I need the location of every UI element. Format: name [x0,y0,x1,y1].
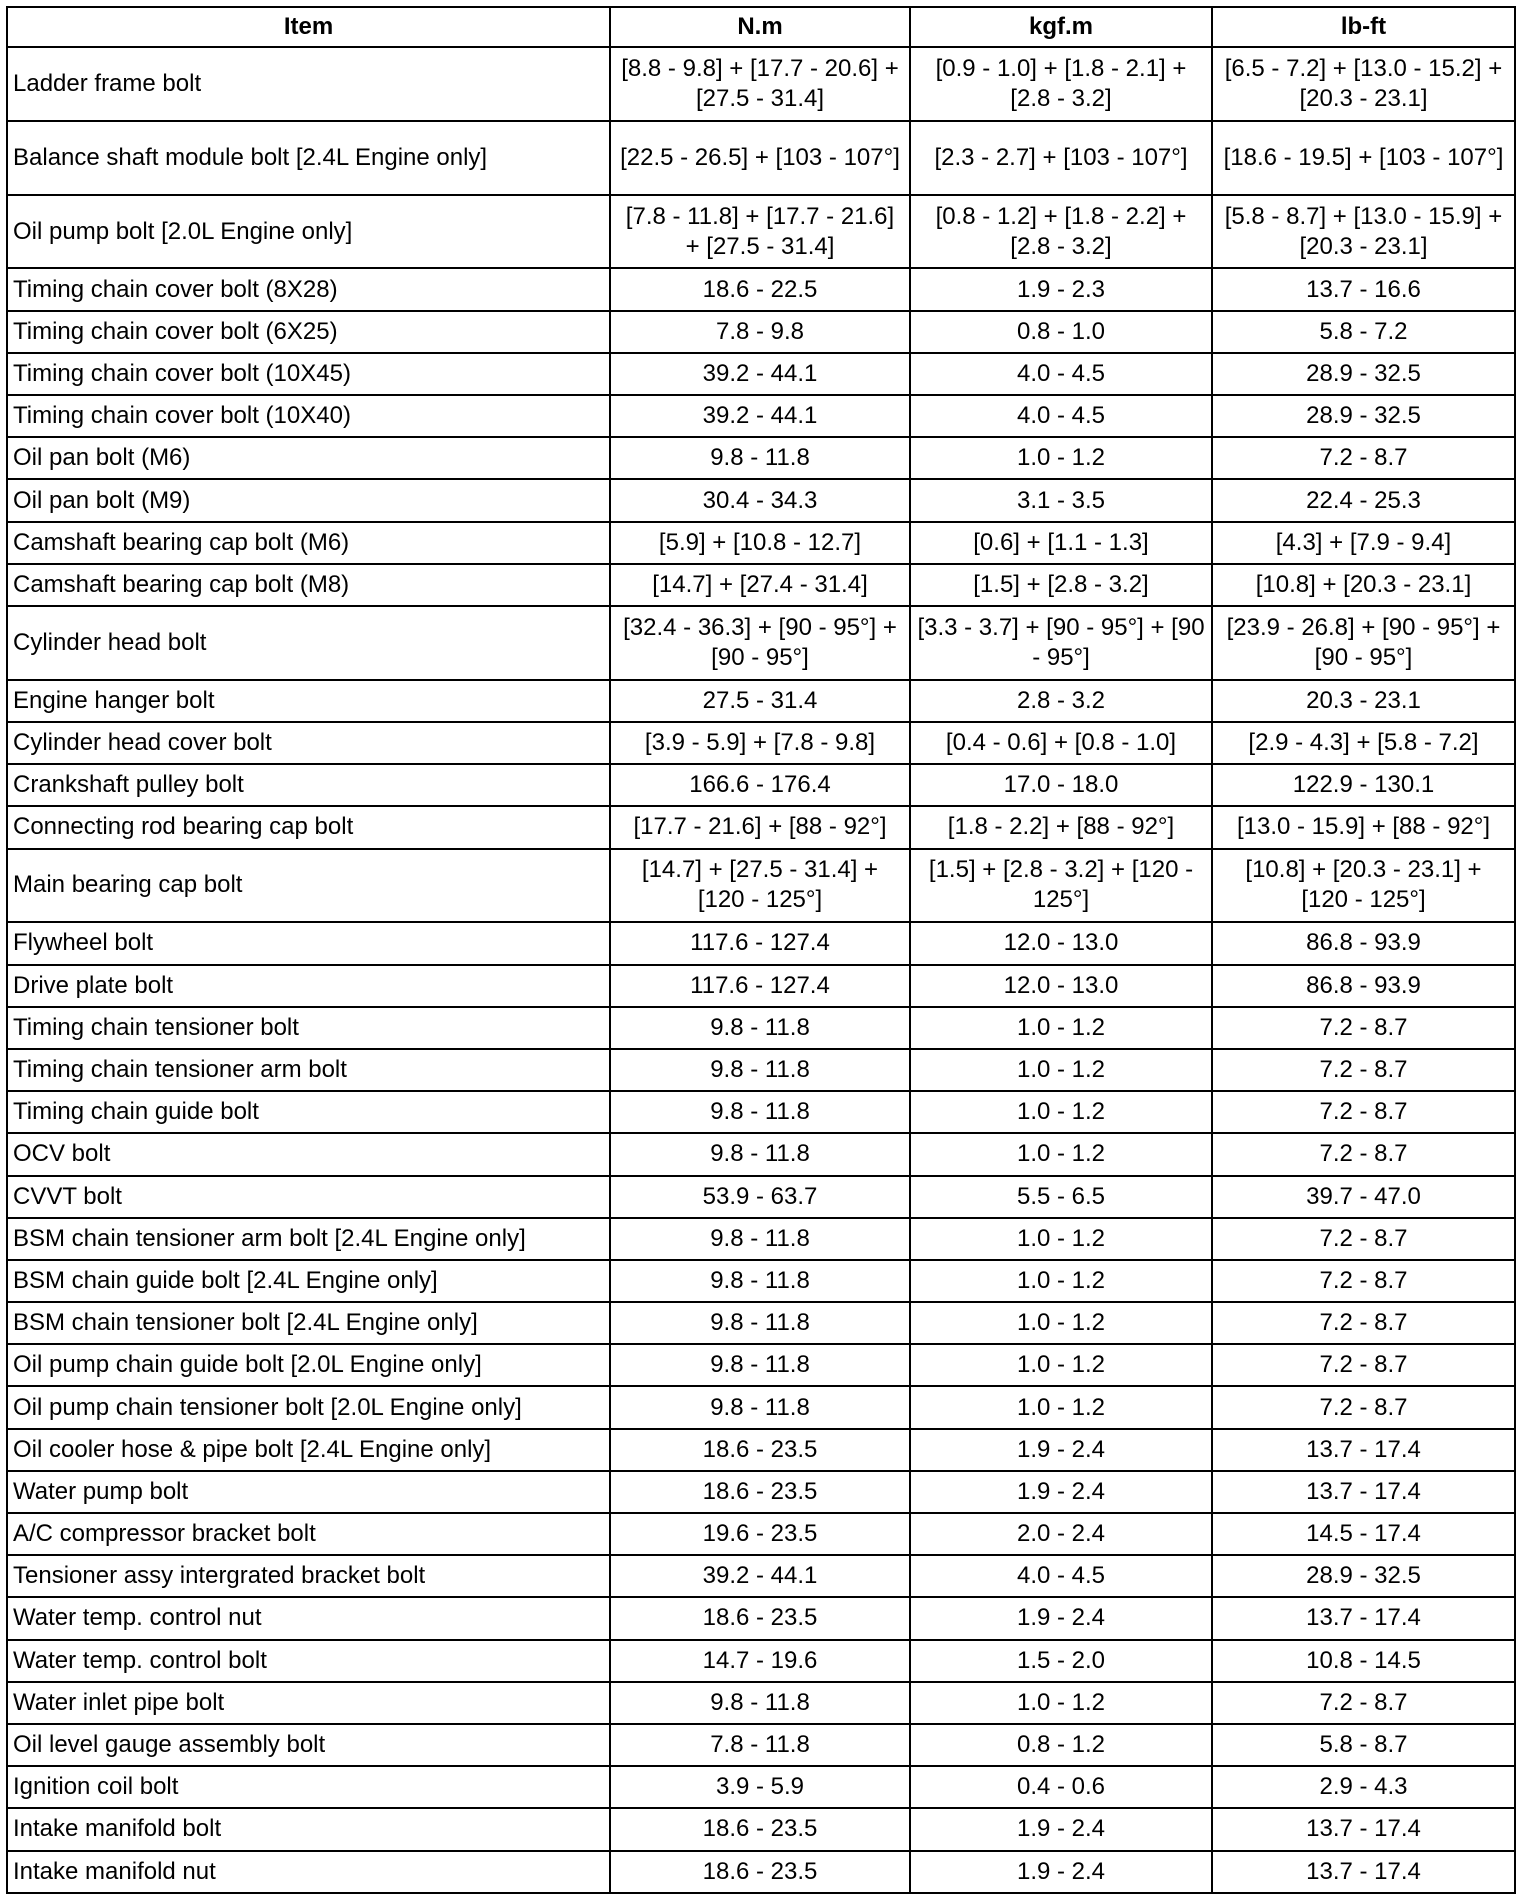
cell-nm: 9.8 - 11.8 [610,1049,910,1091]
table-row [7,1176,1515,1218]
cell-kgfm: 0.8 - 1.0 [910,311,1212,353]
cell-kgfm: 1.9 - 2.4 [910,1471,1212,1513]
cell-item: Timing chain cover bolt (6X25) [7,311,610,353]
cell-item: Connecting rod bearing cap bolt [7,806,610,848]
cell-nm: 7.8 - 9.8 [610,311,910,353]
table-row [7,268,1515,310]
cell-nm: 18.6 - 23.5 [610,1597,910,1639]
table-row [7,1597,1515,1639]
cell-nm: 9.8 - 11.8 [610,1682,910,1724]
table-row [7,806,1515,848]
cell-lbft: [4.3] + [7.9 - 9.4] [1212,522,1515,564]
cell-kgfm: 0.4 - 0.6 [910,1766,1212,1808]
cell-nm: [14.7] + [27.4 - 31.4] [610,564,910,606]
cell-nm: 18.6 - 22.5 [610,268,910,310]
cell-item: Timing chain guide bolt [7,1091,610,1133]
table-row [7,1513,1515,1555]
cell-kgfm: [3.3 - 3.7] + [90 - 95°] + [90 - 95°] [910,606,1212,680]
cell-nm: [32.4 - 36.3] + [90 - 95°] + [90 - 95°] [610,606,910,680]
table-row [7,1724,1515,1766]
cell-kgfm: 1.0 - 1.2 [910,1007,1212,1049]
table-row [7,1471,1515,1513]
cell-kgfm: [1.5] + [2.8 - 3.2] [910,564,1212,606]
cell-kgfm: 1.9 - 2.4 [910,1597,1212,1639]
table-row [7,353,1515,395]
cell-kgfm: 1.9 - 2.4 [910,1851,1212,1893]
cell-lbft: 7.2 - 8.7 [1212,1218,1515,1260]
cell-item: Drive plate bolt [7,965,610,1007]
cell-lbft: 7.2 - 8.7 [1212,1682,1515,1724]
cell-nm: 9.8 - 11.8 [610,1344,910,1386]
cell-lbft: 86.8 - 93.9 [1212,965,1515,1007]
table-row [7,722,1515,764]
cell-lbft: 7.2 - 8.7 [1212,1133,1515,1175]
cell-nm: 9.8 - 11.8 [610,1007,910,1049]
cell-lbft: 13.7 - 17.4 [1212,1808,1515,1850]
cell-nm: [17.7 - 21.6] + [88 - 92°] [610,806,910,848]
table-row [7,922,1515,964]
cell-lbft: 14.5 - 17.4 [1212,1513,1515,1555]
cell-nm: 19.6 - 23.5 [610,1513,910,1555]
cell-lbft: [23.9 - 26.8] + [90 - 95°] + [90 - 95°] [1212,606,1515,680]
cell-kgfm: 1.9 - 2.4 [910,1808,1212,1850]
table-body [7,47,1515,1893]
cell-item: Ignition coil bolt [7,1766,610,1808]
table-row [7,1049,1515,1091]
cell-item: Engine hanger bolt [7,680,610,722]
table-row [7,1766,1515,1808]
cell-nm: 166.6 - 176.4 [610,764,910,806]
table-row [7,1344,1515,1386]
cell-item: OCV bolt [7,1133,610,1175]
cell-kgfm: 4.0 - 4.5 [910,1555,1212,1597]
table-row [7,1007,1515,1049]
table-row [7,395,1515,437]
cell-nm: 53.9 - 63.7 [610,1176,910,1218]
column-header-nm: N.m [610,7,910,47]
cell-item: Crankshaft pulley bolt [7,764,610,806]
cell-kgfm: 1.0 - 1.2 [910,1049,1212,1091]
cell-kgfm: [2.3 - 2.7] + [103 - 107°] [910,121,1212,195]
table-row [7,1429,1515,1471]
cell-nm: 39.2 - 44.1 [610,395,910,437]
cell-lbft: [10.8] + [20.3 - 23.1] [1212,564,1515,606]
cell-kgfm: [0.4 - 0.6] + [0.8 - 1.0] [910,722,1212,764]
cell-nm: [22.5 - 26.5] + [103 - 107°] [610,121,910,195]
table-row [7,1302,1515,1344]
cell-item: Oil pump chain tensioner bolt [2.0L Engine only] [7,1386,610,1428]
cell-item: Oil pump chain guide bolt [2.0L Engine only] [7,1344,610,1386]
cell-lbft: 22.4 - 25.3 [1212,479,1515,521]
cell-lbft: 13.7 - 17.4 [1212,1429,1515,1471]
cell-nm: [14.7] + [27.5 - 31.4] + [120 - 125°] [610,849,910,923]
cell-item: A/C compressor bracket bolt [7,1513,610,1555]
cell-lbft: [10.8] + [20.3 - 23.1] + [120 - 125°] [1212,849,1515,923]
cell-item: BSM chain guide bolt [2.4L Engine only] [7,1260,610,1302]
cell-lbft: 7.2 - 8.7 [1212,1302,1515,1344]
cell-nm: [5.9] + [10.8 - 12.7] [610,522,910,564]
cell-kgfm: 1.0 - 1.2 [910,1386,1212,1428]
cell-nm: 39.2 - 44.1 [610,353,910,395]
cell-lbft: [18.6 - 19.5] + [103 - 107°] [1212,121,1515,195]
cell-nm: 39.2 - 44.1 [610,1555,910,1597]
cell-item: Timing chain cover bolt (10X45) [7,353,610,395]
table-row [7,311,1515,353]
cell-lbft: 13.7 - 17.4 [1212,1851,1515,1893]
table-row [7,1640,1515,1682]
cell-kgfm: 1.0 - 1.2 [910,1260,1212,1302]
cell-lbft: 2.9 - 4.3 [1212,1766,1515,1808]
cell-lbft: [5.8 - 8.7] + [13.0 - 15.9] + [20.3 - 23.1] [1212,195,1515,269]
cell-item: Intake manifold nut [7,1851,610,1893]
cell-lbft: 39.7 - 47.0 [1212,1176,1515,1218]
cell-kgfm: 1.9 - 2.4 [910,1429,1212,1471]
cell-nm: 9.8 - 11.8 [610,1133,910,1175]
cell-lbft: 7.2 - 8.7 [1212,1007,1515,1049]
cell-nm: 18.6 - 23.5 [610,1808,910,1850]
cell-lbft: 7.2 - 8.7 [1212,437,1515,479]
table-row [7,437,1515,479]
cell-lbft: 13.7 - 16.6 [1212,268,1515,310]
cell-kgfm: 1.5 - 2.0 [910,1640,1212,1682]
cell-kgfm: 0.8 - 1.2 [910,1724,1212,1766]
cell-lbft: 7.2 - 8.7 [1212,1344,1515,1386]
cell-kgfm: [0.8 - 1.2] + [1.8 - 2.2] + [2.8 - 3.2] [910,195,1212,269]
table-row [7,1091,1515,1133]
cell-nm: 18.6 - 23.5 [610,1471,910,1513]
table-row [7,522,1515,564]
cell-lbft: [13.0 - 15.9] + [88 - 92°] [1212,806,1515,848]
cell-kgfm: 1.0 - 1.2 [910,1344,1212,1386]
cell-kgfm: 4.0 - 4.5 [910,353,1212,395]
cell-kgfm: 2.0 - 2.4 [910,1513,1212,1555]
cell-item: Oil pan bolt (M6) [7,437,610,479]
cell-lbft: 7.2 - 8.7 [1212,1260,1515,1302]
cell-lbft: 5.8 - 8.7 [1212,1724,1515,1766]
cell-lbft: 7.2 - 8.7 [1212,1091,1515,1133]
cell-kgfm: 3.1 - 3.5 [910,479,1212,521]
cell-lbft: 7.2 - 8.7 [1212,1386,1515,1428]
cell-item: Cylinder head cover bolt [7,722,610,764]
table-row [7,1808,1515,1850]
table-row [7,965,1515,1007]
table-row [7,680,1515,722]
cell-lbft: 5.8 - 7.2 [1212,311,1515,353]
cell-lbft: 10.8 - 14.5 [1212,1640,1515,1682]
cell-lbft: [2.9 - 4.3] + [5.8 - 7.2] [1212,722,1515,764]
cell-kgfm: 1.9 - 2.3 [910,268,1212,310]
table-row [7,1260,1515,1302]
cell-item: Water pump bolt [7,1471,610,1513]
table-row [7,1386,1515,1428]
cell-item: Water temp. control bolt [7,1640,610,1682]
column-header-lbft: lb-ft [1212,7,1515,47]
cell-item: Oil pump bolt [2.0L Engine only] [7,195,610,269]
column-header-item: Item [7,7,610,47]
cell-nm: 117.6 - 127.4 [610,965,910,1007]
cell-kgfm: 5.5 - 6.5 [910,1176,1212,1218]
table-row [7,1851,1515,1893]
cell-nm: 18.6 - 23.5 [610,1851,910,1893]
cell-lbft: 28.9 - 32.5 [1212,1555,1515,1597]
cell-lbft: 7.2 - 8.7 [1212,1049,1515,1091]
cell-kgfm: 4.0 - 4.5 [910,395,1212,437]
cell-nm: [7.8 - 11.8] + [17.7 - 21.6] + [27.5 - 31.4] [610,195,910,269]
cell-item: Main bearing cap bolt [7,849,610,923]
cell-lbft: 86.8 - 93.9 [1212,922,1515,964]
cell-nm: 3.9 - 5.9 [610,1766,910,1808]
cell-nm: 9.8 - 11.8 [610,1260,910,1302]
cell-kgfm: 1.0 - 1.2 [910,1218,1212,1260]
cell-kgfm: [0.9 - 1.0] + [1.8 - 2.1] + [2.8 - 3.2] [910,47,1212,121]
cell-kgfm: 2.8 - 3.2 [910,680,1212,722]
cell-kgfm: 1.0 - 1.2 [910,1682,1212,1724]
table-row [7,195,1515,269]
table-row [7,121,1515,195]
cell-nm: 117.6 - 127.4 [610,922,910,964]
table-row [7,1555,1515,1597]
cell-nm: 7.8 - 11.8 [610,1724,910,1766]
cell-item: BSM chain tensioner bolt [2.4L Engine only] [7,1302,610,1344]
cell-item: Timing chain tensioner arm bolt [7,1049,610,1091]
cell-lbft: 13.7 - 17.4 [1212,1597,1515,1639]
cell-nm: [3.9 - 5.9] + [7.8 - 9.8] [610,722,910,764]
cell-nm: 9.8 - 11.8 [610,437,910,479]
cell-item: Oil pan bolt (M9) [7,479,610,521]
cell-kgfm: 12.0 - 13.0 [910,922,1212,964]
cell-kgfm: [1.5] + [2.8 - 3.2] + [120 - 125°] [910,849,1212,923]
cell-nm: 27.5 - 31.4 [610,680,910,722]
table-row [7,1133,1515,1175]
cell-item: Timing chain cover bolt (8X28) [7,268,610,310]
cell-kgfm: 1.0 - 1.2 [910,1091,1212,1133]
cell-item: Water inlet pipe bolt [7,1682,610,1724]
cell-kgfm: 1.0 - 1.2 [910,1302,1212,1344]
cell-item: Oil level gauge assembly bolt [7,1724,610,1766]
cell-item: Ladder frame bolt [7,47,610,121]
cell-kgfm: [1.8 - 2.2] + [88 - 92°] [910,806,1212,848]
cell-item: BSM chain tensioner arm bolt [2.4L Engine only] [7,1218,610,1260]
cell-item: Camshaft bearing cap bolt (M6) [7,522,610,564]
table-row [7,1218,1515,1260]
table-row [7,764,1515,806]
cell-nm: 18.6 - 23.5 [610,1429,910,1471]
cell-nm: 30.4 - 34.3 [610,479,910,521]
table-row [7,47,1515,121]
cell-nm: 9.8 - 11.8 [610,1386,910,1428]
cell-kgfm: 12.0 - 13.0 [910,965,1212,1007]
cell-item: CVVT bolt [7,1176,610,1218]
cell-lbft: 13.7 - 17.4 [1212,1471,1515,1513]
cell-lbft: 28.9 - 32.5 [1212,353,1515,395]
table-row [7,564,1515,606]
table-header-row [7,7,1515,47]
cell-item: Water temp. control nut [7,1597,610,1639]
cell-item: Cylinder head bolt [7,606,610,680]
cell-lbft: [6.5 - 7.2] + [13.0 - 15.2] + [20.3 - 23.1] [1212,47,1515,121]
torque-specification-table [6,6,1516,1894]
cell-kgfm: 17.0 - 18.0 [910,764,1212,806]
cell-kgfm: [0.6] + [1.1 - 1.3] [910,522,1212,564]
cell-item: Timing chain tensioner bolt [7,1007,610,1049]
table-row [7,849,1515,923]
cell-nm: 9.8 - 11.8 [610,1218,910,1260]
column-header-kgfm: kgf.m [910,7,1212,47]
table-row [7,606,1515,680]
cell-nm: [8.8 - 9.8] + [17.7 - 20.6] + [27.5 - 31.4] [610,47,910,121]
cell-item: Oil cooler hose & pipe bolt [2.4L Engine only] [7,1429,610,1471]
cell-item: Intake manifold bolt [7,1808,610,1850]
cell-item: Timing chain cover bolt (10X40) [7,395,610,437]
cell-item: Camshaft bearing cap bolt (M8) [7,564,610,606]
table-row [7,479,1515,521]
table-row [7,1682,1515,1724]
cell-lbft: 122.9 - 130.1 [1212,764,1515,806]
cell-nm: 9.8 - 11.8 [610,1302,910,1344]
cell-item: Tensioner assy intergrated bracket bolt [7,1555,610,1597]
cell-kgfm: 1.0 - 1.2 [910,1133,1212,1175]
cell-item: Flywheel bolt [7,922,610,964]
cell-kgfm: 1.0 - 1.2 [910,437,1212,479]
cell-nm: 14.7 - 19.6 [610,1640,910,1682]
cell-lbft: 28.9 - 32.5 [1212,395,1515,437]
cell-nm: 9.8 - 11.8 [610,1091,910,1133]
cell-item: Balance shaft module bolt [2.4L Engine only] [7,121,610,195]
cell-lbft: 20.3 - 23.1 [1212,680,1515,722]
